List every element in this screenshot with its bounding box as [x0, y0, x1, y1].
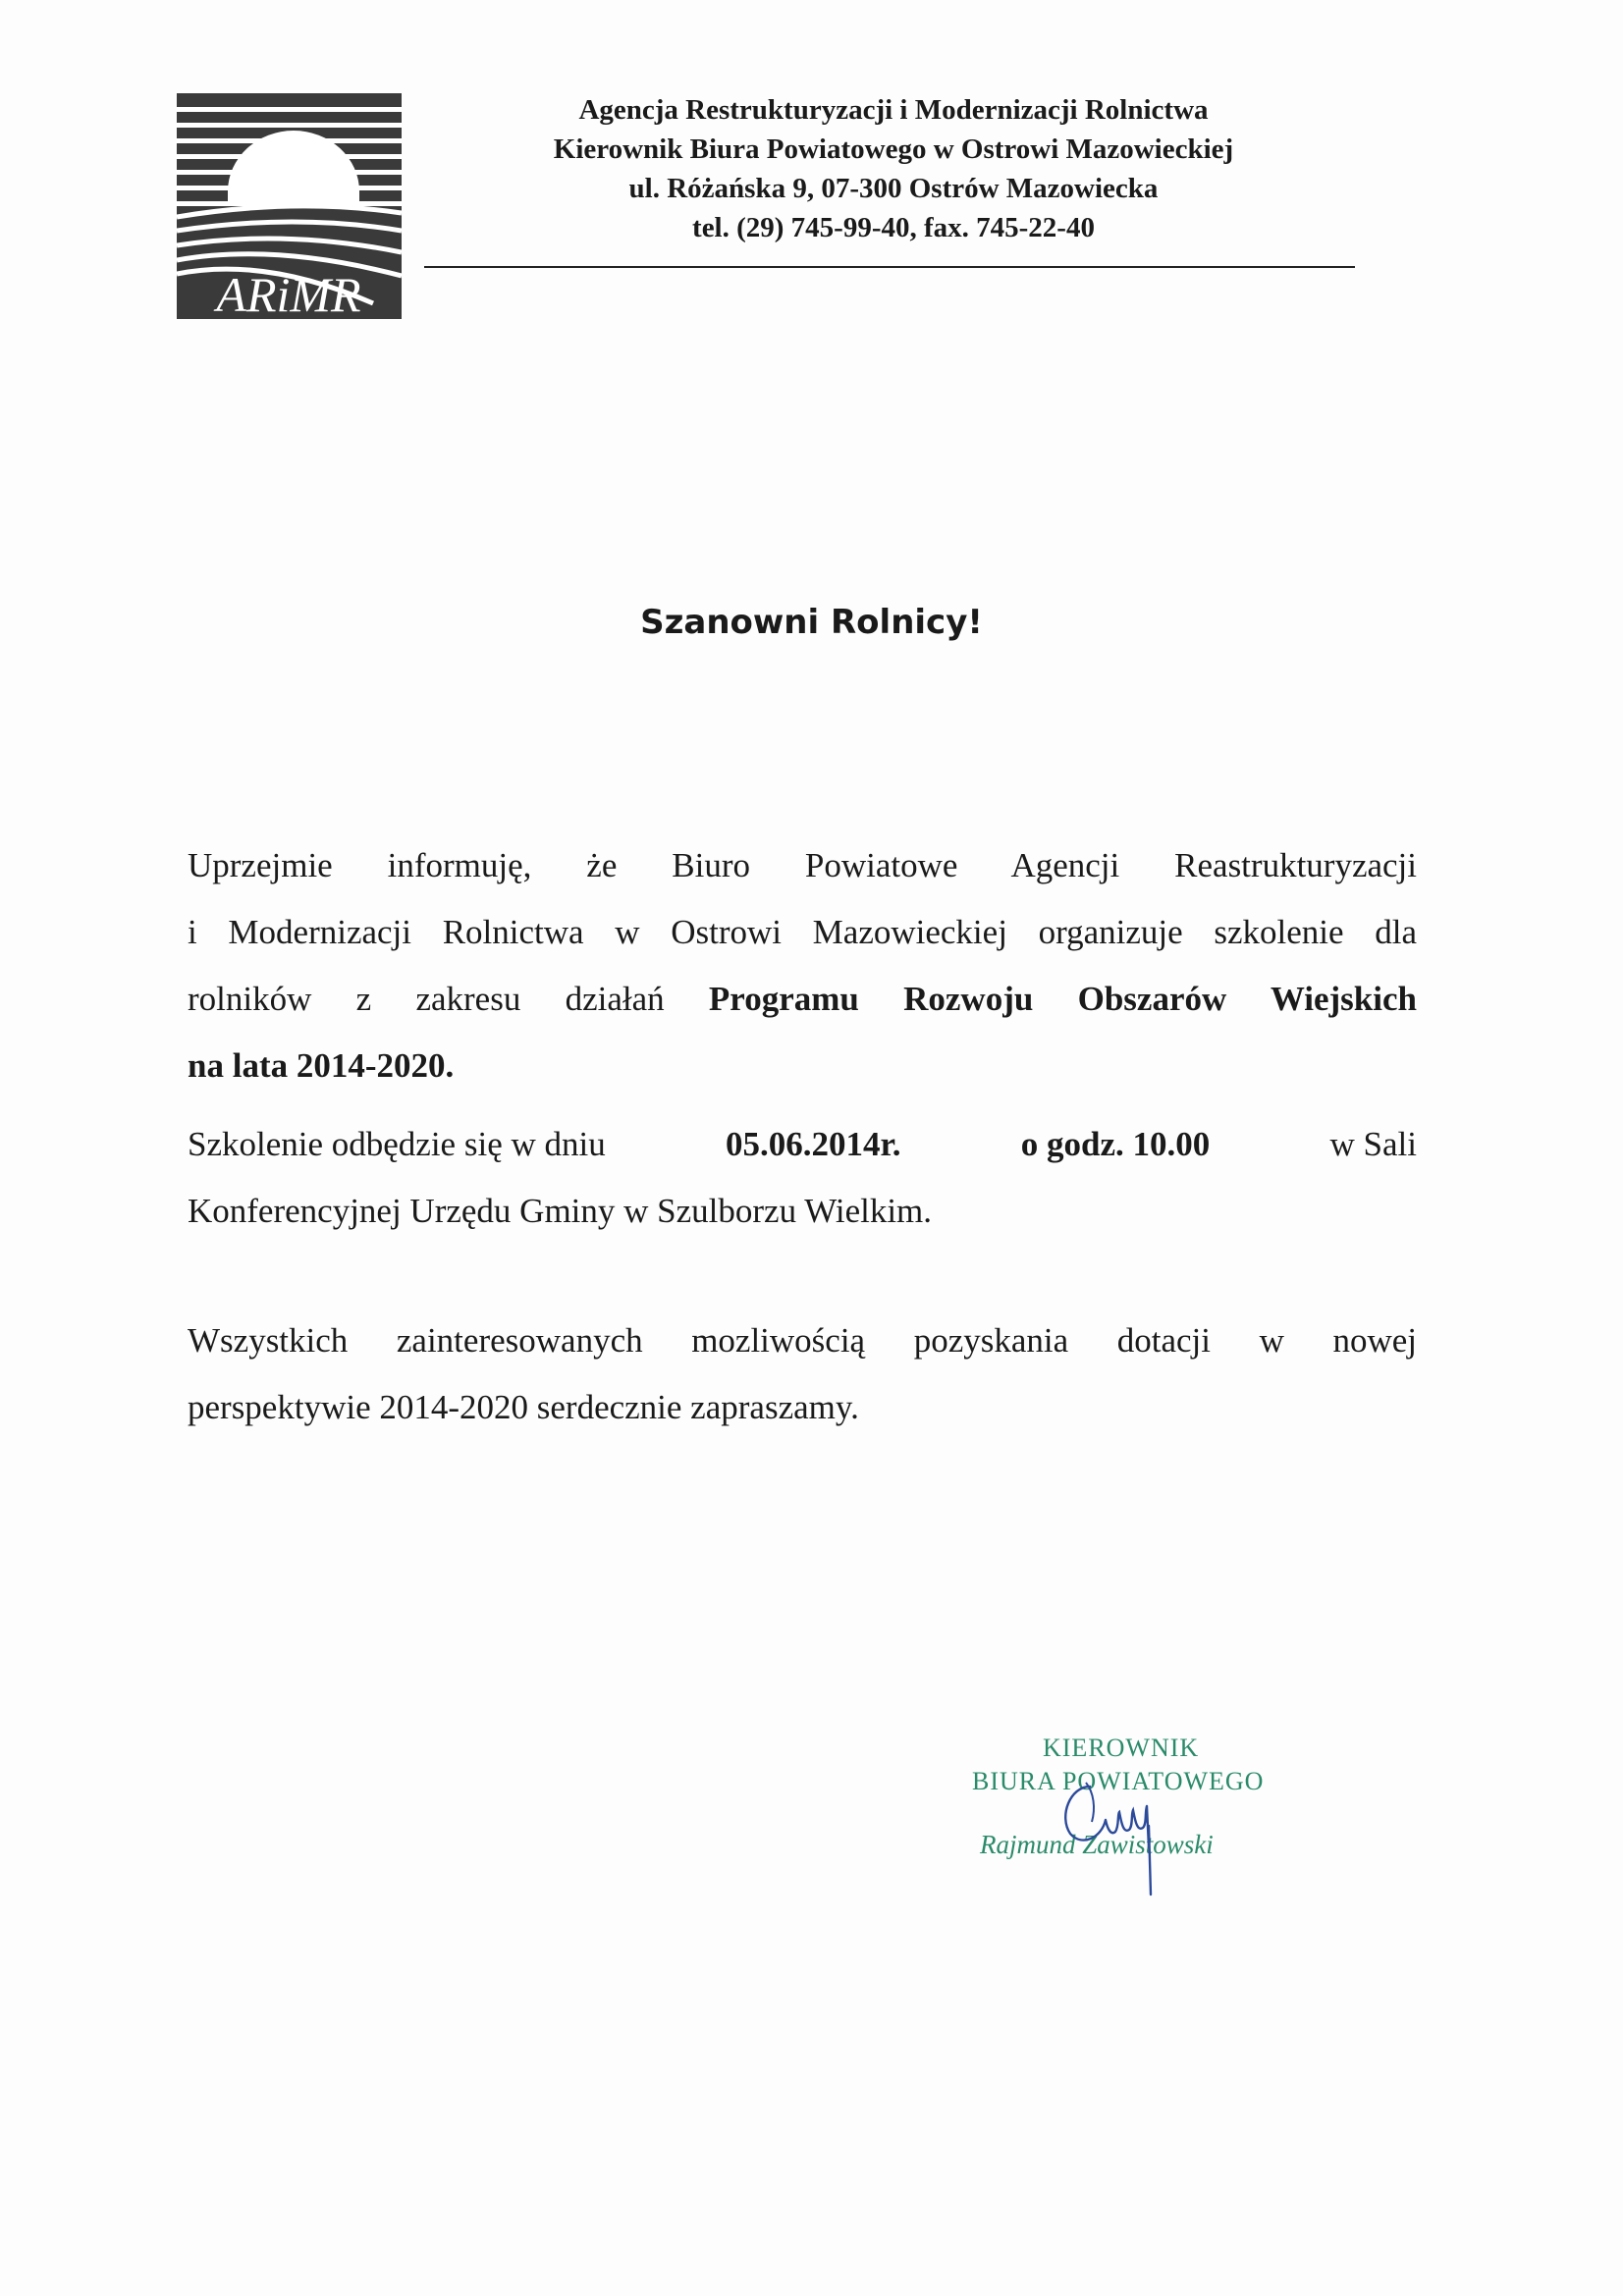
agency-header — [432, 90, 1355, 247]
arimr-logo — [177, 93, 402, 319]
paragraph-line — [188, 1033, 1417, 1099]
paragraph-line: Wszystkich zainteresowanych mozliwością pozyskania dotacji w nowej — [188, 1321, 1417, 1360]
paragraph-training-details — [188, 1111, 1417, 1245]
paragraph-line — [188, 1111, 1417, 1178]
paragraph-text: Szkolenie odbędzie się w dniu — [188, 1125, 606, 1163]
program-name: Programu Rozwoju Obszarów Wiejskich — [708, 980, 1417, 1018]
office-phone: tel. (29) 745-99-40, fax. 745-22-40 — [692, 212, 1095, 243]
greeting-heading: Szanowni Rolnicy! — [640, 603, 983, 642]
svg-text:ARiMR: ARiMR — [216, 267, 361, 319]
training-location: Konferencyjnej Urzędu Gminy w Szulborzu Wielkim. — [188, 1192, 933, 1230]
stamp-title: KIEROWNIK — [1043, 1734, 1200, 1762]
training-date: 05.06.2014r. — [725, 1125, 901, 1163]
paragraph-closing — [188, 1308, 1417, 1441]
paragraph-line — [188, 966, 1417, 1033]
office-address: ul. Różańska 9, 07-300 Ostrów Mazowiecka — [628, 173, 1159, 204]
paragraph-line: Uprzejmie informuję, że Biuro Powiatowe Agencji Reastrukturyzacji — [188, 846, 1417, 884]
training-time: o godz. 10.00 — [1020, 1125, 1211, 1163]
stamp-office: BIURA POWIATOWEGO — [972, 1767, 1265, 1795]
paragraph-text: w Sali — [1329, 1125, 1417, 1163]
stamp-signatory-name: Rajmund Zawistowski — [980, 1830, 1214, 1859]
header-divider — [424, 266, 1355, 268]
paragraph-text: rolników z zakresu działań — [188, 980, 709, 1018]
paragraph-line: perspektywie 2014-2020 serdecznie zapraszamy. — [188, 1388, 859, 1426]
program-period: na lata 2014-2020. — [188, 1046, 455, 1085]
agency-name: Agencja Restrukturyzacji i Modernizacji Rolnictwa — [578, 94, 1209, 126]
office-name: Kierownik Biura Powiatowego w Ostrowi Mazowieckiej — [553, 133, 1234, 165]
handwritten-signature — [1051, 1757, 1178, 1904]
paragraph-line: i Modernizacji Rolnictwa w Ostrowi Mazowieckiej organizuje szkolenie dla — [188, 913, 1417, 951]
paragraph-invitation — [188, 832, 1417, 1099]
